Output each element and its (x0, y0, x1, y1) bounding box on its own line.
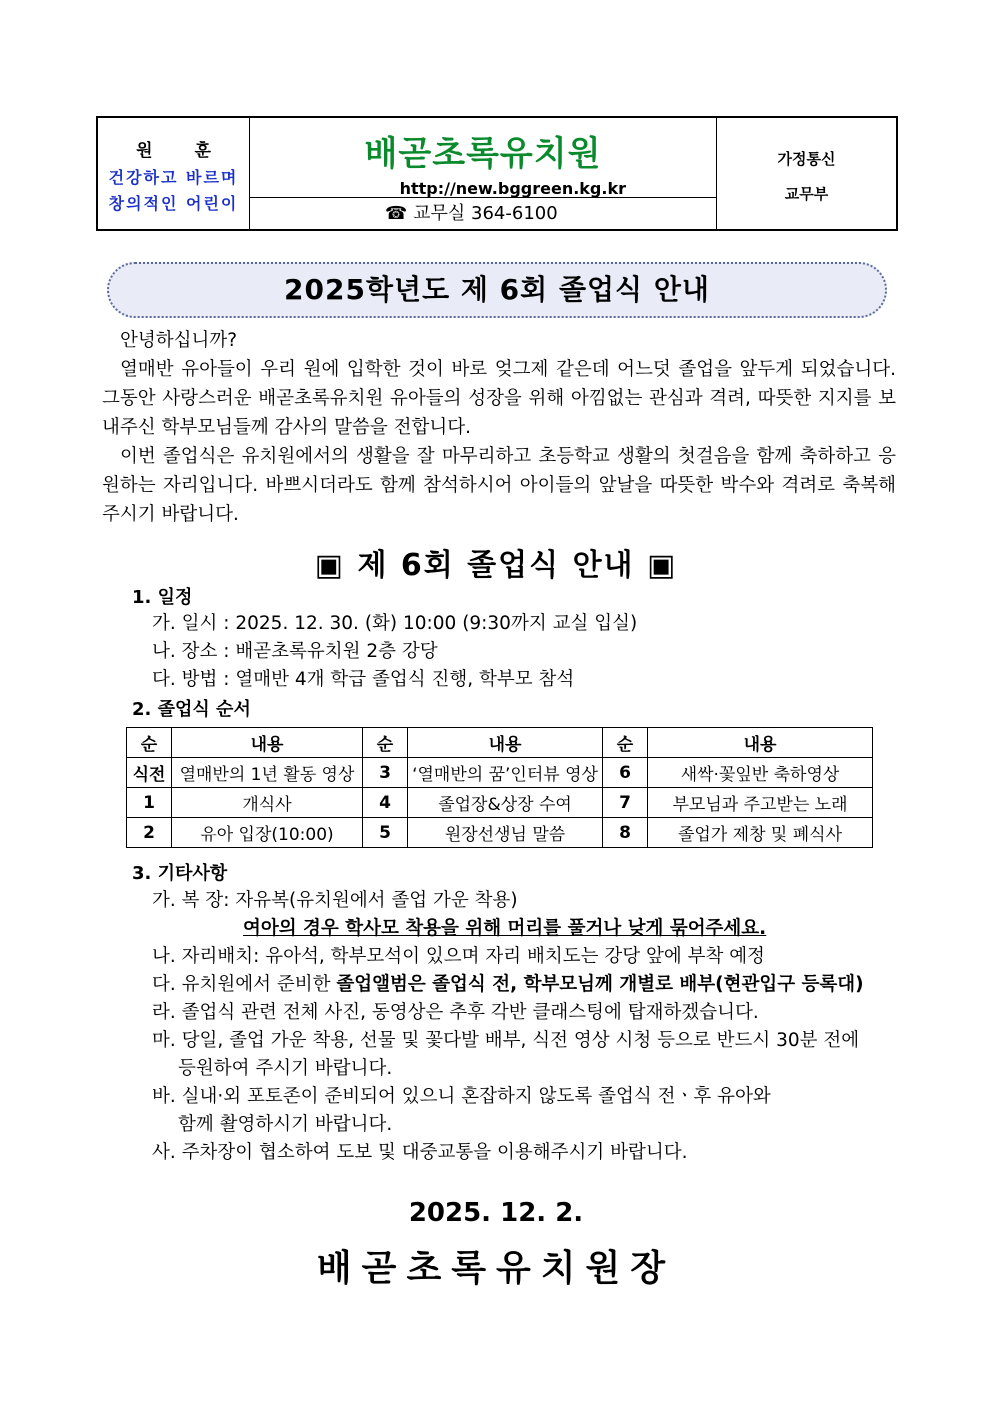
etc-parking: 사. 주차장이 협소하여 도보 및 대중교통을 이용해주시기 바랍니다. (152, 1142, 688, 1163)
order-heading: 2. 졸업식 순서 (132, 699, 251, 720)
col-content: 내용 (172, 728, 363, 758)
order-num: 3 (363, 758, 408, 788)
school-url: http://new.bggreen.kg.kr (399, 179, 626, 198)
order-num: 7 (603, 788, 648, 818)
motto-line-1: 건강하고 바르며 (108, 168, 239, 187)
schedule-heading: 1. 일정 (132, 587, 193, 608)
etc-heading: 3. 기타사항 (132, 863, 228, 884)
etc-photos: 라. 졸업식 관련 전체 사진, 동영상은 추후 각반 클래스팅에 탑재하겠습니다. (152, 1002, 759, 1023)
intro-paragraph-1: 열매반 유아들이 우리 원에 입학한 것이 바로 엊그제 같은데 어느덧 졸업을 앞두게 되었습니다. 그동안 사랑스러운 배곧초록유치원 유아들의 성장을 위해 아낌없는 관심과 격려, 따뜻한 지지를 보내주신 학부모님들께 감사의 말씀을 전합니다. (102, 359, 896, 438)
etc-arrival-1: 마. 당일, 졸업 가운 착용, 선물 및 꽃다발 배부, 식전 영상 시청 등으로 반드시 30분 전에 (152, 1030, 860, 1051)
etc-photozone-1: 바. 실내·외 포토존이 준비되어 있으니 혼잡하지 않도록 졸업식 전ㆍ후 유아와 (152, 1086, 771, 1107)
order-item: 졸업가 제창 및 폐식사 (648, 818, 873, 848)
order-item: 새싹·꽃잎반 축하영상 (648, 758, 873, 788)
page-title: 2025학년도 제 6회 졸업식 안내 (107, 262, 887, 318)
order-num: 8 (603, 818, 648, 848)
table-row (127, 788, 873, 818)
table-row (127, 758, 873, 788)
motto-cell (98, 118, 250, 229)
table-row (127, 818, 873, 848)
etc-photozone-2: 함께 촬영하시기 바랍니다. (178, 1114, 393, 1135)
phone-number: ☎ 교무실 364-6100 (250, 197, 716, 229)
etc-seating: 나. 자리배치: 유아석, 학부모석이 있으며 자리 배치도는 강당 앞에 부착 예정 (152, 946, 765, 967)
order-num: 2 (127, 818, 172, 848)
doc-type: 가정통신 (777, 150, 836, 168)
department: 교무부 (784, 185, 829, 203)
col-content: 내용 (648, 728, 873, 758)
doc-info-cell (716, 118, 896, 229)
order-num: 5 (363, 818, 408, 848)
order-item: 부모님과 주고받는 노래 (648, 788, 873, 818)
order-num: 1 (127, 788, 172, 818)
schedule-place: 나. 장소 : 배곧초록유치원 2층 강당 (152, 641, 438, 662)
table-header-row (127, 728, 873, 758)
col-num: 순 (603, 728, 648, 758)
letterhead (96, 116, 898, 231)
etc-album (152, 970, 864, 996)
ceremony-order-table (126, 727, 873, 848)
greeting: 안녕하십니까? (120, 330, 238, 351)
schedule-method: 다. 방법 : 열매반 4개 학급 졸업식 진행, 학부모 참석 (152, 669, 575, 690)
order-item: 열매반의 1년 활동 영상 (172, 758, 363, 788)
order-num: 식전 (127, 758, 172, 788)
section-title: ▣ 제 6회 졸업식 안내 ▣ (314, 548, 678, 583)
col-content: 내용 (408, 728, 603, 758)
order-item: ‘열매반의 꿈’인터뷰 영상 (408, 758, 603, 788)
order-item: 졸업장&상장 수여 (408, 788, 603, 818)
order-item: 개식사 (172, 788, 363, 818)
signature: 배곧초록유치원장 (316, 1248, 676, 1289)
etc-arrival-2: 등원하여 주시기 바랍니다. (178, 1058, 393, 1079)
intro-paragraph-2: 이번 졸업식은 유치원에서의 생활을 잘 마무리하고 초등학교 생활의 첫걸음을 함께 축하하고 응원하는 자리입니다. 바쁘시더라도 함께 참석하시어 아이들의 앞날을 따뜻한 박수와 격려로 축복해 주시기 바랍니다. (102, 446, 896, 525)
school-cell (250, 118, 716, 229)
order-item: 유아 입장(10:00) (172, 818, 363, 848)
motto-line-2: 창의적인 어린이 (108, 194, 239, 213)
order-num: 6 (603, 758, 648, 788)
schedule-date: 가. 일시 : 2025. 12. 30. (화) 10:00 (9:30까지 교실 입실) (152, 613, 638, 634)
col-num: 순 (127, 728, 172, 758)
col-num: 순 (363, 728, 408, 758)
school-name: 배곧초록유치원 (364, 134, 602, 174)
etc-dress-note: 여아의 경우 학사모 착용을 위해 머리를 풀거나 낮게 묶어주세요. (243, 918, 767, 939)
etc-album-bold: 졸업앨범은 졸업식 전, 학부모님께 개별로 배부(현관입구 등록대) (336, 974, 864, 995)
order-item: 원장선생님 말씀 (408, 818, 603, 848)
order-num: 4 (363, 788, 408, 818)
etc-dress: 가. 복 장: 자유복(유치원에서 졸업 가운 착용) (152, 890, 518, 911)
motto-title: 원 훈 (136, 141, 229, 161)
etc-album-prefix: 다. 유치원에서 준비한 (152, 974, 337, 995)
issue-date: 2025. 12. 2. (408, 1198, 584, 1228)
